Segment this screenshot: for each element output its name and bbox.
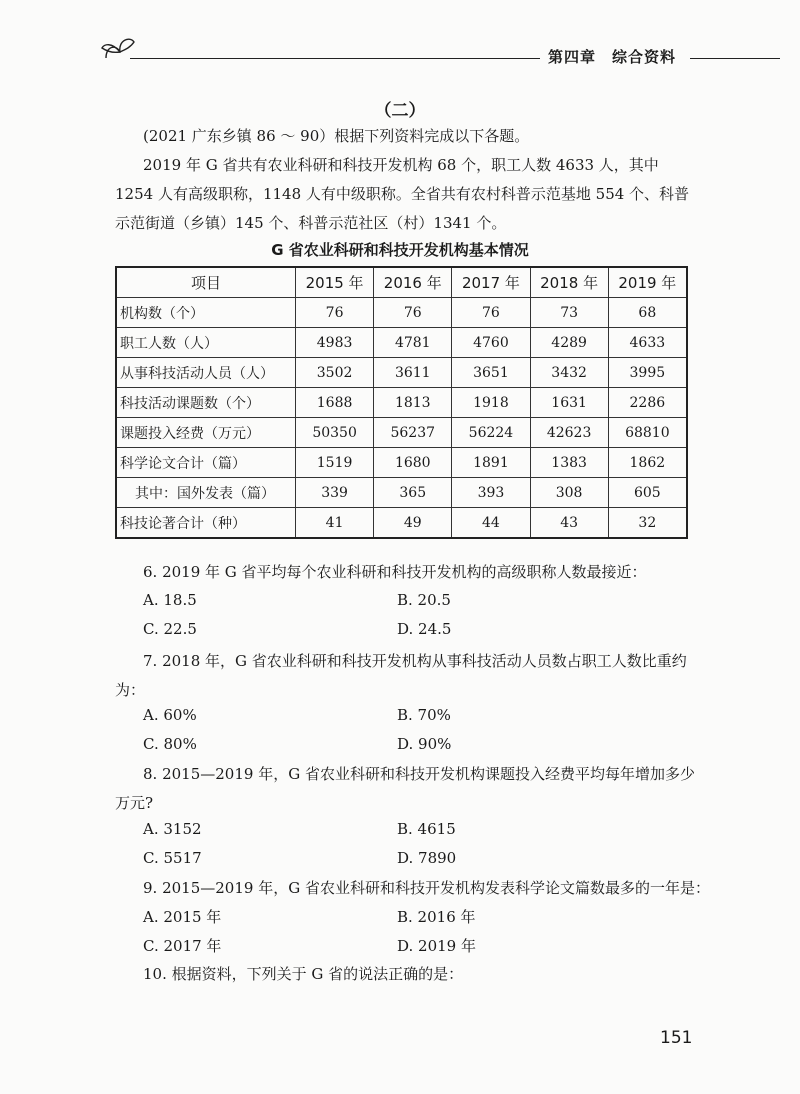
- table-cell: 43: [530, 508, 608, 539]
- table-cell: 1519: [296, 448, 374, 478]
- row-label: 课题投入经费（万元）: [116, 418, 296, 448]
- row-label: 机构数（个）: [116, 298, 296, 328]
- q9-option-a: A. 2015 年: [143, 908, 222, 926]
- table-cell: 3995: [608, 358, 687, 388]
- table-cell: 76: [296, 298, 374, 328]
- row-label: 科技活动课题数（个）: [116, 388, 296, 418]
- table-row: [116, 388, 687, 418]
- page-number: 151: [660, 1028, 693, 1048]
- q8-option-b: B. 4615: [397, 820, 456, 838]
- table-cell: 605: [608, 478, 687, 508]
- table-cell: 2286: [608, 388, 687, 418]
- table-cell: 365: [374, 478, 452, 508]
- table-cell: 4760: [452, 328, 530, 358]
- table-cell: 1862: [608, 448, 687, 478]
- table-cell: 41: [296, 508, 374, 539]
- table-cell: 49: [374, 508, 452, 539]
- table-cell: 1680: [374, 448, 452, 478]
- q7-option-c: C. 80%: [143, 735, 197, 753]
- table-cell: 44: [452, 508, 530, 539]
- table-cell: 1813: [374, 388, 452, 418]
- q7-option-a: A. 60%: [143, 706, 197, 724]
- table-cell: 56237: [374, 418, 452, 448]
- q6-option-b: B. 20.5: [397, 591, 451, 609]
- question-10: 10. 根据资料，下列关于 G 省的说法正确的是：: [143, 965, 464, 983]
- table-row: [116, 298, 687, 328]
- q7-option-d: D. 90%: [397, 735, 452, 753]
- table-cell: 73: [530, 298, 608, 328]
- chapter-heading: 第四章 综合资料: [548, 48, 677, 66]
- table-cell: 1631: [530, 388, 608, 418]
- table-row: [116, 508, 687, 539]
- section-title: （二）: [374, 101, 426, 121]
- table-cell: 3651: [452, 358, 530, 388]
- table-cell: 68810: [608, 418, 687, 448]
- table-cell: 339: [296, 478, 374, 508]
- table-row: [116, 478, 687, 508]
- question-6: 6. 2019 年 G 省平均每个农业科研和科技开发机构的高级职称人数最接近：: [143, 563, 647, 581]
- table-row: [116, 418, 687, 448]
- header-cell: 2016 年: [374, 267, 452, 298]
- table-cell: 4983: [296, 328, 374, 358]
- header-cell: 2015 年: [296, 267, 374, 298]
- header-cell: 2018 年: [530, 267, 608, 298]
- table-cell: 1688: [296, 388, 374, 418]
- table-cell: 393: [452, 478, 530, 508]
- table-header-row: [116, 267, 687, 298]
- table-cell: 76: [452, 298, 530, 328]
- row-label: 职工人数（人）: [116, 328, 296, 358]
- table-cell: 68: [608, 298, 687, 328]
- table-row: [116, 358, 687, 388]
- table-cell: 4289: [530, 328, 608, 358]
- table-row: [116, 448, 687, 478]
- q6-option-d: D. 24.5: [397, 620, 452, 638]
- table-cell: 76: [374, 298, 452, 328]
- q8-option-a: A. 3152: [143, 820, 202, 838]
- header-cell: 2019 年: [608, 267, 687, 298]
- q8-option-d: D. 7890: [397, 849, 457, 867]
- table-cell: 32: [608, 508, 687, 539]
- row-label: 科技论著合计（种）: [116, 508, 296, 539]
- table-cell: 4781: [374, 328, 452, 358]
- table-cell: 50350: [296, 418, 374, 448]
- table-cell: 1383: [530, 448, 608, 478]
- q6-option-c: C. 22.5: [143, 620, 197, 638]
- source-note: (2021 广东乡镇 86 ～ 90）根据下列资料完成以下各题。: [143, 127, 530, 145]
- row-label: 其中：国外发表（篇）: [116, 478, 296, 508]
- table-cell: 1918: [452, 388, 530, 418]
- header-cell: 2017 年: [452, 267, 530, 298]
- body-paragraph: 2019 年 G 省共有农业科研和科技开发机构 68 个，职工人数 4633 人，其中 1254 人有高级职称，1148 人有中级职称。全省共有农村科普示范基地 554 个、科普示范街道（乡镇）145 个、科普示范社区（村）1341 个。: [115, 156, 690, 232]
- data-table: [115, 266, 688, 539]
- table-cell: 3611: [374, 358, 452, 388]
- header-cell: 项目: [116, 267, 296, 298]
- question-7: 7. 2018 年，G 省农业科研和科技开发机构从事科技活动人员数占职工人数比重约为：: [115, 652, 687, 699]
- q8-option-c: C. 5517: [143, 849, 202, 867]
- q9-option-d: D. 2019 年: [397, 937, 476, 955]
- table-cell: 4633: [608, 328, 687, 358]
- row-label: 从事科技活动人员（人）: [116, 358, 296, 388]
- table-cell: 42623: [530, 418, 608, 448]
- table-cell: 56224: [452, 418, 530, 448]
- table-cell: 3432: [530, 358, 608, 388]
- table-title: G 省农业科研和科技开发机构基本情况: [271, 241, 529, 259]
- table-cell: 308: [530, 478, 608, 508]
- header-rule-left: [130, 58, 540, 59]
- table-cell: 1891: [452, 448, 530, 478]
- table-cell: 3502: [296, 358, 374, 388]
- question-9: 9. 2015—2019 年，G 省农业科研和科技开发机构发表科学论文篇数最多的一年是：: [143, 879, 710, 897]
- q7-option-b: B. 70%: [397, 706, 451, 724]
- row-label: 科学论文合计（篇）: [116, 448, 296, 478]
- q6-option-a: A. 18.5: [143, 591, 197, 609]
- header-rule-right: [690, 58, 780, 59]
- q9-option-c: C. 2017 年: [143, 937, 222, 955]
- question-8: 8. 2015—2019 年，G 省农业科研和科技开发机构课题投入经费平均每年增加多少万元?: [115, 765, 695, 812]
- table-row: [116, 328, 687, 358]
- q9-option-b: B. 2016 年: [397, 908, 476, 926]
